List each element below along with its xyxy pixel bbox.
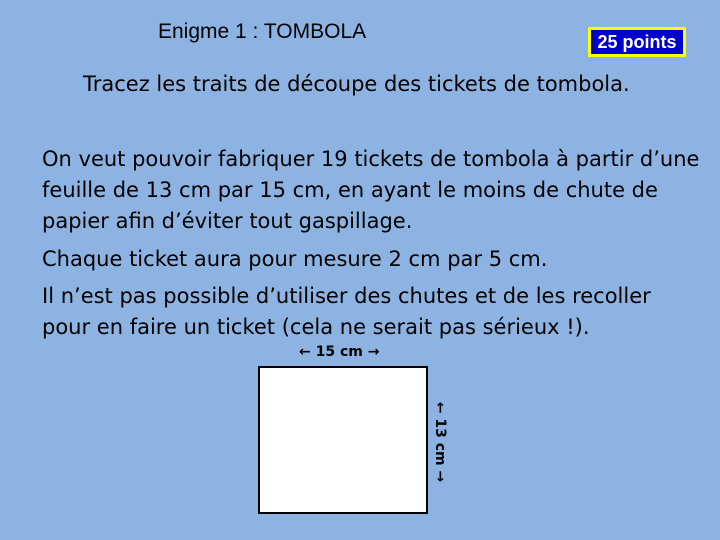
rule-paragraph: Il n’est pas possible d’utiliser des chutes et de les recoller pour en faire un ticket (cela ne serait pas sérieux !). bbox=[42, 284, 651, 339]
width-dimension-label bbox=[299, 344, 379, 360]
height-dimension-label bbox=[428, 380, 452, 504]
problem-paragraph: On veut pouvoir fabriquer 19 tickets de tombola à partir d’une feuille de 13 cm par 15 cm, en ayant le moins de chute de papier afin d’éviter tout gaspillage. bbox=[42, 147, 700, 233]
ticket-size-paragraph: Chaque ticket aura pour mesure 2 cm par 5 cm. bbox=[42, 247, 548, 271]
width-label: 15 cm bbox=[315, 344, 363, 360]
paper-sheet bbox=[258, 366, 428, 514]
arrow-down-icon: → bbox=[432, 470, 448, 483]
height-label: 13 cm bbox=[432, 418, 448, 466]
page-title: Enigme 1 : TOMBOLA bbox=[158, 20, 367, 43]
arrow-left-icon: ← bbox=[299, 344, 311, 360]
points-badge: 25 points bbox=[588, 27, 686, 57]
arrow-right-icon: → bbox=[367, 344, 380, 360]
arrow-up-icon: ← bbox=[432, 401, 448, 414]
instruction-text: Tracez les traits de découpe des tickets de tombola. bbox=[83, 72, 630, 96]
